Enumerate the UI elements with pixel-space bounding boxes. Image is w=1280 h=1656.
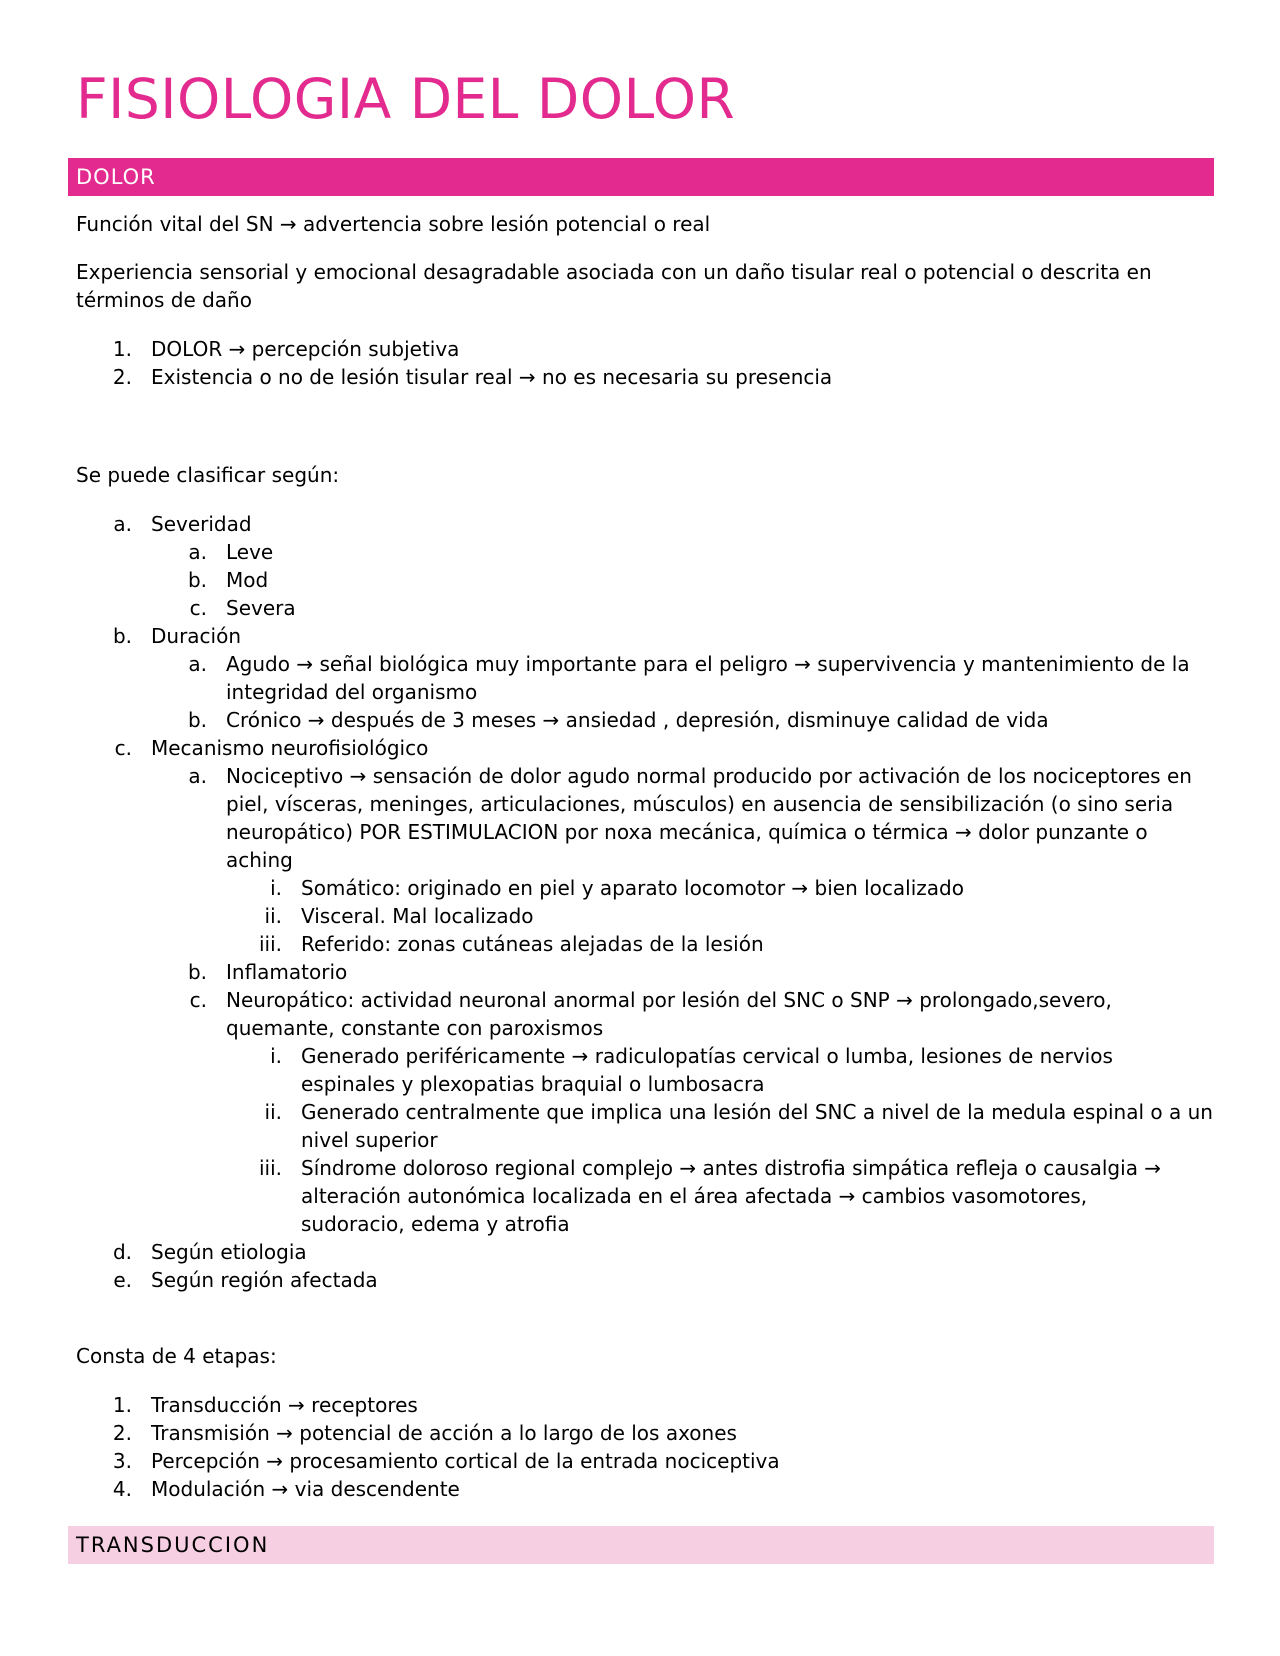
list-marker: b. xyxy=(187,960,207,984)
list-marker: a. xyxy=(188,764,207,788)
list-item: Transducción → receptores xyxy=(151,1393,418,1417)
list-marker: b. xyxy=(187,568,207,592)
list-item: Referido: zonas cutáneas alejadas de la lesión xyxy=(301,932,764,956)
list-marker: b. xyxy=(112,624,132,648)
list-item: Según región afectada xyxy=(151,1268,378,1292)
list-marker: 2. xyxy=(112,1421,132,1445)
list-marker: c. xyxy=(189,596,207,620)
list-marker: 4. xyxy=(112,1477,132,1501)
list-item: Somático: originado en piel y aparato locomotor → bien localizado xyxy=(301,876,964,900)
list-item: Existencia o no de lesión tisular real → no es necesaria su presencia xyxy=(151,365,833,389)
list-item: Según etiologia xyxy=(151,1240,307,1264)
list-item: Severidad xyxy=(151,512,252,536)
list-marker: d. xyxy=(112,1240,132,1264)
list-item: Nociceptivo → sensación de dolor agudo normal producido por activación de los nociceptores en piel, vísceras, meninges, articulaciones, músculos) en ausencia de sensibilización (o sino seria neuropático) POR ESTIMULACION por noxa mecánica, química o térmica → dolor punzante o aching xyxy=(226,764,1192,872)
list-item: Severa xyxy=(226,596,296,620)
etapas-heading: Consta de 4 etapas: xyxy=(76,1344,277,1368)
list-marker: a. xyxy=(113,512,132,536)
list-marker: 1. xyxy=(112,1393,132,1417)
list-marker: b. xyxy=(187,708,207,732)
list-marker: 1. xyxy=(112,337,132,361)
list-item: Percepción → procesamiento cortical de la entrada nociceptiva xyxy=(151,1449,780,1473)
list-marker: 2. xyxy=(112,365,132,389)
list-item: Neuropático: actividad neuronal anormal por lesión del SNC o SNP → prolongado,severo, quemante, constante con paroxismos xyxy=(226,988,1112,1040)
list-marker: i. xyxy=(270,1044,282,1068)
list-item: Duración xyxy=(151,624,242,648)
clasificar-heading: Se puede clasificar según: xyxy=(76,463,340,487)
list-item: Visceral. Mal localizado xyxy=(301,904,534,928)
list-marker: a. xyxy=(188,540,207,564)
section-header-transduccion: TRANSDUCCION xyxy=(68,1526,1214,1564)
list-item: DOLOR → percepción subjetiva xyxy=(151,337,460,361)
list-marker: 3. xyxy=(112,1449,132,1473)
list-item: Leve xyxy=(226,540,274,564)
intro-line-1: Función vital del SN → advertencia sobre lesión potencial o real xyxy=(76,212,711,236)
list-marker: ii. xyxy=(264,904,282,928)
page-title: FISIOLOGIA DEL DOLOR xyxy=(76,67,736,131)
list-item: Generado periféricamente → radiculopatías cervical o lumba, lesiones de nervios espinales y plexopatias braquial o lumbosacra xyxy=(301,1044,1113,1096)
list-item: Agudo → señal biológica muy importante para el peligro → supervivencia y mantenimiento de la integridad del organismo xyxy=(226,652,1190,704)
intro-paragraph-2: Experiencia sensorial y emocional desagradable asociada con un daño tisular real o potencial o descrita en términos de daño xyxy=(76,260,1152,312)
list-marker: c. xyxy=(189,988,207,1012)
list-item: Mod xyxy=(226,568,269,592)
list-item: Generado centralmente que implica una lesión del SNC a nivel de la medula espinal o a un nivel superior xyxy=(301,1100,1213,1152)
list-item: Inflamatorio xyxy=(226,960,348,984)
list-item: Crónico → después de 3 meses → ansiedad , depresión, disminuye calidad de vida xyxy=(226,708,1049,732)
section-header-dolor: DOLOR xyxy=(68,158,1214,196)
list-marker: e. xyxy=(113,1268,132,1292)
list-marker: ii. xyxy=(264,1100,282,1124)
list-marker: iii. xyxy=(258,1156,282,1180)
list-item: Síndrome doloroso regional complejo → antes distrofia simpática refleja o causalgia → alteración autonómica localizada en el área afectada → cambios vasomotores, sudoracio, edema y atrofia xyxy=(301,1156,1162,1236)
list-marker: iii. xyxy=(258,932,282,956)
list-marker: a. xyxy=(188,652,207,676)
list-item: Modulación → via descendente xyxy=(151,1477,460,1501)
list-item: Transmisión → potencial de acción a lo largo de los axones xyxy=(151,1421,737,1445)
list-marker: i. xyxy=(270,876,282,900)
list-marker: c. xyxy=(114,736,132,760)
list-item: Mecanismo neurofisiológico xyxy=(151,736,429,760)
